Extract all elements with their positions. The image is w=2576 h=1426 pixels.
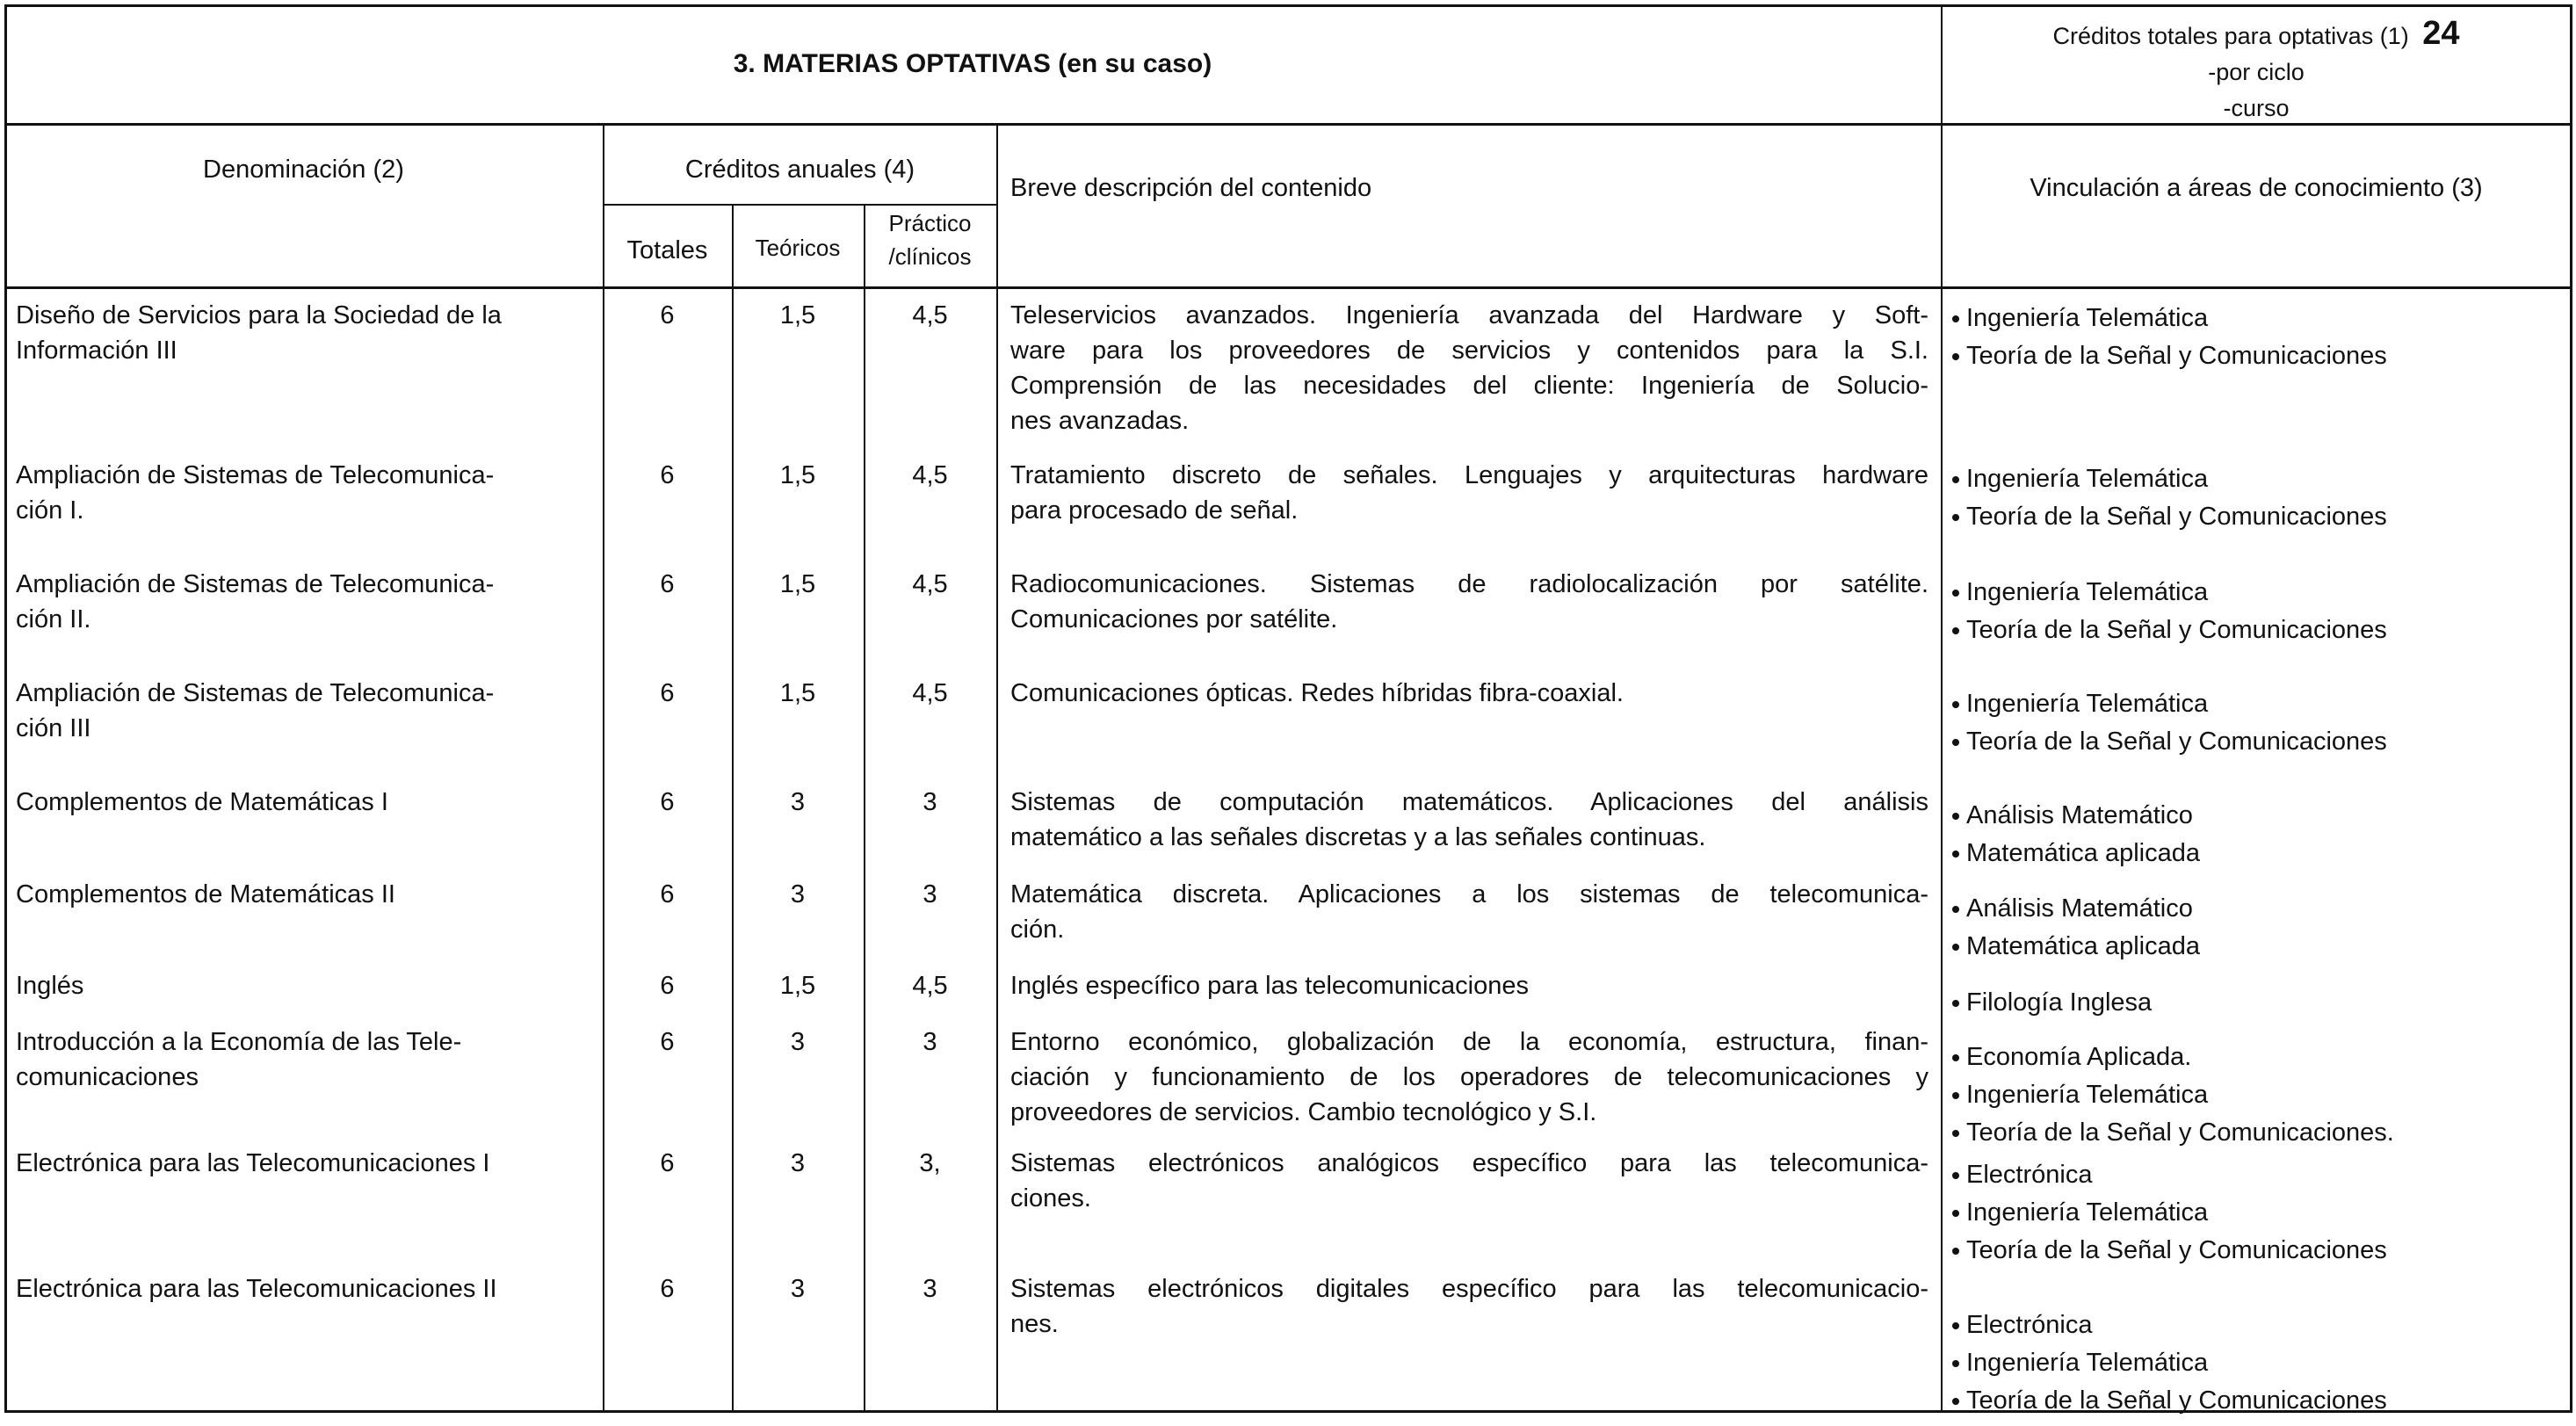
knowledge-area-item bbox=[1952, 1382, 2558, 1420]
subject-name-line: Ampliación de Sistemas de Telecomunica- bbox=[16, 461, 495, 489]
knowledge-areas bbox=[1952, 685, 2558, 761]
total-credits-value: 24 bbox=[2422, 15, 2460, 52]
col-divider-vinculacion bbox=[1941, 4, 1943, 1411]
subject-name-line: ción II. bbox=[16, 605, 91, 633]
knowledge-area-item bbox=[1952, 460, 2558, 498]
knowledge-areas bbox=[1952, 984, 2558, 1022]
bullet-icon bbox=[1952, 315, 1959, 322]
col-header-denominacion: Denominación (2) bbox=[203, 156, 404, 184]
subject-name bbox=[16, 458, 596, 528]
description-line: ciones. bbox=[1010, 1184, 1091, 1212]
col-divider-descripcion bbox=[996, 123, 998, 1411]
subject-name-line: ción III bbox=[16, 714, 91, 742]
page-title: 3. MATERIAS OPTATIVAS (en su caso) bbox=[733, 49, 1212, 78]
knowledge-area-item bbox=[1952, 337, 2558, 375]
subject-name-line: Electrónica para las Telecomunicaciones I bbox=[16, 1149, 490, 1177]
bullet-icon bbox=[1952, 1130, 1959, 1137]
bullet-icon bbox=[1952, 1322, 1959, 1329]
credits-practicos: 3 bbox=[923, 880, 937, 908]
knowledge-area-label: Electrónica bbox=[1966, 1311, 2093, 1339]
description-line: Sistemas de computación matemáticos. Aplicaciones del análisis bbox=[1010, 788, 1928, 816]
description-line: ware para los proveedores de servicios y contenidos para la S.I. bbox=[1010, 337, 1928, 365]
description bbox=[1010, 458, 1928, 528]
bullet-icon bbox=[1952, 1054, 1959, 1061]
knowledge-area-label: Ingeniería Telemática bbox=[1966, 578, 2209, 606]
credits-totales: 6 bbox=[660, 570, 675, 598]
bullet-icon bbox=[1952, 1360, 1959, 1367]
knowledge-area-item bbox=[1952, 300, 2558, 337]
description-line: Tratamiento discreto de señales. Lenguajes y arquitecturas hardware bbox=[1010, 461, 1928, 489]
bullet-icon bbox=[1952, 514, 1959, 521]
bullet-icon bbox=[1952, 590, 1959, 597]
subject-name bbox=[16, 676, 596, 746]
subject-name-line: ción I. bbox=[16, 496, 84, 525]
knowledge-areas bbox=[1952, 1156, 2558, 1270]
description bbox=[1010, 1024, 1928, 1130]
knowledge-area-label: Teoría de la Señal y Comunicaciones bbox=[1966, 503, 2387, 531]
subject-name-line: comunicaciones bbox=[16, 1063, 199, 1091]
knowledge-area-label: Economía Aplicada. bbox=[1966, 1043, 2192, 1071]
description bbox=[1010, 785, 1928, 855]
knowledge-area-label: Teoría de la Señal y Comunicaciones bbox=[1966, 342, 2387, 370]
bullet-icon bbox=[1952, 944, 1959, 951]
knowledge-areas bbox=[1952, 574, 2558, 649]
table-border-right bbox=[2570, 4, 2572, 1413]
bullet-icon bbox=[1952, 476, 1959, 483]
knowledge-area-item bbox=[1952, 1076, 2558, 1114]
credits-practicos: 4,5 bbox=[912, 301, 948, 329]
credits-teoricos: 1,5 bbox=[779, 679, 816, 707]
subject-name-line: Complementos de Matemáticas I bbox=[16, 788, 388, 816]
knowledge-area-label: Teoría de la Señal y Comunicaciones bbox=[1966, 727, 2387, 756]
per-course-label: -curso bbox=[2223, 95, 2290, 121]
subject-name-line: Ampliación de Sistemas de Telecomunica- bbox=[16, 570, 495, 598]
bullet-icon bbox=[1952, 1000, 1959, 1007]
description-line: Matemática discreta. Aplicaciones a los sistemas de telecomunica- bbox=[1010, 880, 1928, 908]
bullet-icon bbox=[1952, 1210, 1959, 1217]
credits-totales: 6 bbox=[660, 1275, 675, 1303]
description-line: Comunicaciones por satélite. bbox=[1010, 605, 1338, 633]
bullet-icon bbox=[1952, 851, 1959, 858]
description-line: nes. bbox=[1010, 1310, 1059, 1338]
knowledge-area-item bbox=[1952, 984, 2558, 1022]
credits-totales: 6 bbox=[660, 461, 675, 489]
credits-practicos: 4,5 bbox=[912, 570, 948, 598]
credits-practicos: 3 bbox=[923, 1275, 937, 1303]
subject-name bbox=[16, 877, 596, 912]
knowledge-area-label: Electrónica bbox=[1966, 1161, 2093, 1189]
description-line: Comunicaciones ópticas. Redes híbridas fibra-coaxial. bbox=[1010, 679, 1624, 707]
knowledge-area-label: Ingeniería Telemática bbox=[1966, 1081, 2209, 1109]
bullet-icon bbox=[1952, 813, 1959, 820]
credits-teoricos: 1,5 bbox=[779, 301, 816, 329]
subheader-divider bbox=[603, 204, 997, 206]
subject-name-line: Inglés bbox=[16, 972, 84, 1000]
knowledge-area-label: Análisis Matemático bbox=[1966, 894, 2193, 923]
credits-teoricos: 3 bbox=[790, 1149, 806, 1177]
col-header-descripcion: Breve descripción del contenido bbox=[1010, 174, 1372, 202]
description-line: Radiocomunicaciones. Sistemas de radiolocalización por satélite. bbox=[1010, 570, 1928, 598]
table-border-top bbox=[4, 4, 2572, 7]
credits-teoricos: 1,5 bbox=[779, 972, 816, 1000]
bullet-icon bbox=[1952, 1172, 1959, 1179]
description bbox=[1010, 968, 1928, 1003]
description bbox=[1010, 298, 1928, 438]
col-header-totales: Totales bbox=[626, 236, 708, 264]
description-line: Comprensión de las necesidades del cliente: Ingeniería de Solucio- bbox=[1010, 372, 1928, 400]
knowledge-area-label: Ingeniería Telemática bbox=[1966, 1349, 2209, 1377]
col-header-teoricos: Teóricos bbox=[755, 235, 841, 261]
subject-name-line: Complementos de Matemáticas II bbox=[16, 880, 395, 908]
knowledge-area-label: Ingeniería Telemática bbox=[1966, 304, 2209, 332]
credits-teoricos: 3 bbox=[790, 1275, 806, 1303]
bullet-icon bbox=[1952, 701, 1959, 708]
description bbox=[1010, 676, 1928, 711]
description-line: para procesado de señal. bbox=[1010, 496, 1299, 525]
knowledge-area-item bbox=[1952, 797, 2558, 835]
bullet-icon bbox=[1952, 739, 1959, 746]
knowledge-area-item bbox=[1952, 1156, 2558, 1194]
subject-name bbox=[16, 785, 596, 820]
description bbox=[1010, 1271, 1928, 1342]
credits-teoricos: 1,5 bbox=[779, 461, 816, 489]
knowledge-area-item bbox=[1952, 1232, 2558, 1270]
description-line: Sistemas electrónicos analógicos específico para las telecomunica- bbox=[1010, 1149, 1928, 1177]
subject-name-line: Introducción a la Economía de las Tele- bbox=[16, 1028, 462, 1056]
description bbox=[1010, 877, 1928, 947]
description bbox=[1010, 1146, 1928, 1216]
subject-name bbox=[16, 567, 596, 637]
subject-name bbox=[16, 968, 596, 1003]
description-line: nes avanzadas. bbox=[1010, 407, 1190, 435]
total-credits bbox=[1943, 16, 2570, 54]
credits-practicos: 4,5 bbox=[912, 679, 948, 707]
credits-practicos: 4,5 bbox=[912, 461, 948, 489]
header-bottom-divider bbox=[4, 286, 2572, 289]
per-cycle-label: -por ciclo bbox=[2208, 59, 2305, 85]
bullet-icon bbox=[1952, 906, 1959, 913]
knowledge-areas bbox=[1952, 797, 2558, 872]
credits-practicos: 3 bbox=[923, 788, 937, 816]
knowledge-area-item bbox=[1952, 835, 2558, 872]
knowledge-areas bbox=[1952, 460, 2558, 536]
credits-teoricos: 3 bbox=[790, 788, 806, 816]
knowledge-areas bbox=[1952, 890, 2558, 966]
knowledge-area-item bbox=[1952, 574, 2558, 612]
subject-name bbox=[16, 1024, 596, 1095]
knowledge-area-label: Matemática aplicada bbox=[1966, 839, 2200, 867]
credits-totales: 6 bbox=[660, 788, 675, 816]
description bbox=[1010, 567, 1928, 637]
knowledge-area-label: Teoría de la Señal y Comunicaciones. bbox=[1966, 1118, 2394, 1147]
credits-totales: 6 bbox=[660, 1028, 675, 1056]
subject-name-line: Diseño de Servicios para la Sociedad de la bbox=[16, 301, 502, 329]
subject-name-line: Información III bbox=[16, 337, 177, 365]
bullet-icon bbox=[1952, 1398, 1959, 1405]
credits-totales: 6 bbox=[660, 679, 675, 707]
knowledge-area-item bbox=[1952, 1194, 2558, 1232]
knowledge-area-label: Ingeniería Telemática bbox=[1966, 690, 2209, 718]
subject-name bbox=[16, 298, 596, 368]
knowledge-area-label: Teoría de la Señal y Comunicaciones bbox=[1966, 1236, 2387, 1264]
knowledge-area-item bbox=[1952, 1344, 2558, 1382]
knowledge-area-item bbox=[1952, 890, 2558, 928]
description-line: ción. bbox=[1010, 916, 1065, 944]
knowledge-area-item bbox=[1952, 685, 2558, 723]
knowledge-areas bbox=[1952, 300, 2558, 375]
subject-name bbox=[16, 1271, 596, 1307]
description-line: proveedores de servicios. Cambio tecnológico y S.I. bbox=[1010, 1098, 1597, 1126]
credits-practicos: 4,5 bbox=[912, 972, 948, 1000]
description-line: Inglés específico para las telecomunicaciones bbox=[1010, 972, 1529, 1000]
col-header-creditos: Créditos anuales (4) bbox=[684, 156, 915, 184]
knowledge-area-label: Matemática aplicada bbox=[1966, 932, 2200, 960]
knowledge-area-item bbox=[1952, 928, 2558, 966]
description-line: ciación y funcionamiento de los operadores de telecomunicaciones y bbox=[1010, 1063, 1928, 1091]
credits-teoricos: 3 bbox=[790, 1028, 806, 1056]
bullet-icon bbox=[1952, 1248, 1959, 1255]
subject-name-line: Electrónica para las Telecomunicaciones II bbox=[16, 1275, 497, 1303]
knowledge-area-label: Análisis Matemático bbox=[1966, 801, 2193, 829]
description-line: matemático a las señales discretas y a las señales continuas. bbox=[1010, 823, 1706, 851]
credits-totales: 6 bbox=[660, 972, 675, 1000]
credits-teoricos: 3 bbox=[790, 880, 806, 908]
knowledge-area-item bbox=[1952, 612, 2558, 649]
knowledge-area-label: Teoría de la Señal y Comunicaciones bbox=[1966, 616, 2387, 644]
knowledge-area-item bbox=[1952, 1307, 2558, 1344]
bullet-icon bbox=[1952, 353, 1959, 360]
credits-practicos: 3 bbox=[923, 1028, 937, 1056]
credits-teoricos: 1,5 bbox=[779, 570, 816, 598]
total-credits-label: Créditos totales para optativas (1) bbox=[2052, 23, 2409, 49]
knowledge-area-item bbox=[1952, 1114, 2558, 1152]
knowledge-area-item bbox=[1952, 498, 2558, 536]
credits-totales: 6 bbox=[660, 1149, 675, 1177]
description-line: Entorno económico, globalización de la economía, estructura, finan- bbox=[1010, 1028, 1928, 1056]
bullet-icon bbox=[1952, 1092, 1959, 1099]
knowledge-area-label: Ingeniería Telemática bbox=[1966, 1198, 2209, 1227]
description-line: Sistemas electrónicos digitales específico para las telecomunicacio- bbox=[1010, 1275, 1928, 1303]
knowledge-areas bbox=[1952, 1039, 2558, 1152]
knowledge-area-item bbox=[1952, 723, 2558, 761]
col-header-vinculacion: Vinculación a áreas de conocimiento (3) bbox=[2030, 174, 2483, 202]
col-header-practico: Práctico bbox=[888, 210, 972, 236]
knowledge-areas bbox=[1952, 1307, 2558, 1420]
credits-totales: 6 bbox=[660, 880, 675, 908]
credits-practicos: 3, bbox=[919, 1149, 941, 1177]
col-header-clinicos: /clínicos bbox=[888, 243, 972, 270]
subject-name-line: Ampliación de Sistemas de Telecomunica- bbox=[16, 679, 495, 707]
credits-totales: 6 bbox=[660, 301, 675, 329]
knowledge-area-label: Ingeniería Telemática bbox=[1966, 465, 2209, 493]
knowledge-area-label: Filología Inglesa bbox=[1966, 988, 2153, 1017]
description-line: Teleservicios avanzados. Ingeniería avanzada del Hardware y Soft- bbox=[1010, 301, 1928, 329]
bullet-icon bbox=[1952, 627, 1959, 634]
subject-name bbox=[16, 1146, 596, 1181]
table-border-left bbox=[4, 4, 7, 1413]
knowledge-area-item bbox=[1952, 1039, 2558, 1076]
knowledge-area-label: Teoría de la Señal y Comunicaciones bbox=[1966, 1386, 2387, 1415]
